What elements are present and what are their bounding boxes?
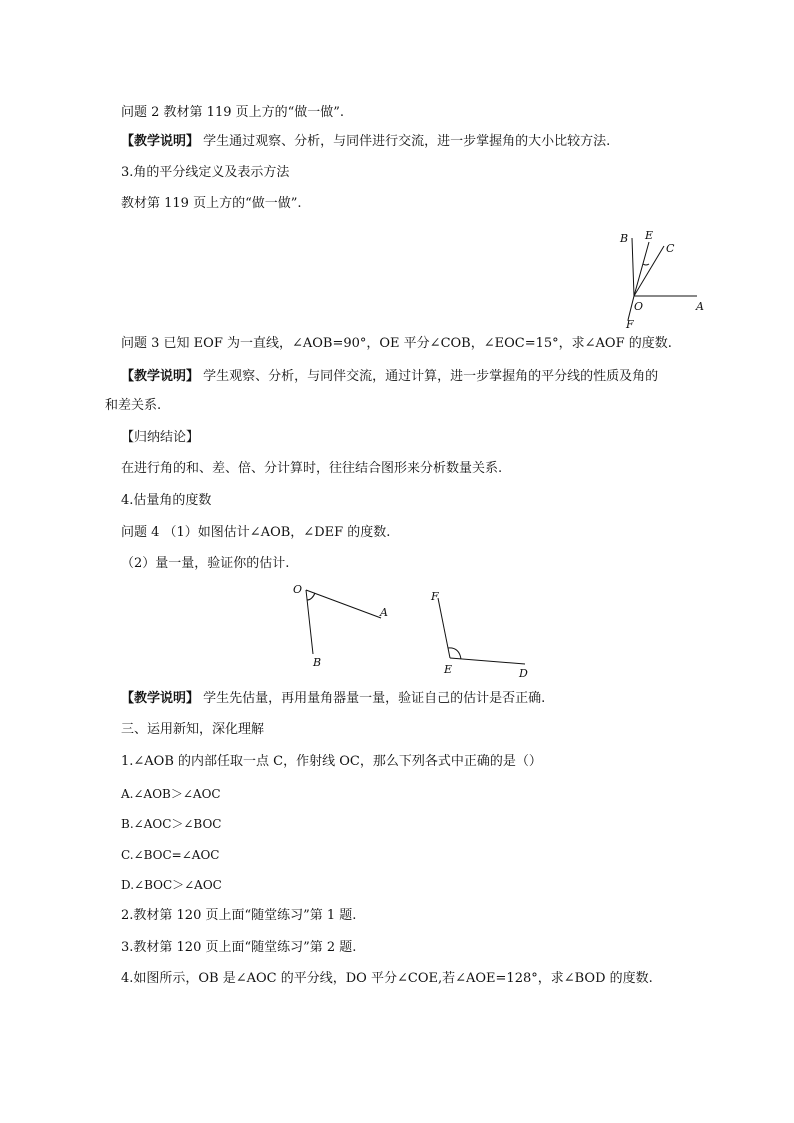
angle-figure-aob [288,578,398,673]
option-a: A.∠AOB＞∠AOC [121,787,221,801]
angle-arc-AOB [307,593,315,600]
option-b: B.∠AOC＞∠BOC [121,817,222,831]
label-B: B [313,656,322,669]
summary-text: 在进行角的和、差、倍、分计算时，往往结合图形来分析数量关系. [121,461,503,476]
label-F: F [626,318,634,331]
exercise-2: 2.教材第 120 页上面“随堂练习”第 1 题. [121,908,357,923]
section-three-heading: 三、运用新知，深化理解 [121,722,265,737]
problem-2: 问题 2 教材第 119 页上方的“做一做”. [121,105,345,120]
ray-EF [438,598,450,658]
label-O: O [634,300,644,313]
note-text: 学生通过观察、分析，与同伴进行交流，进一步掌握角的大小比较方法. [199,134,611,149]
label-A: A [380,606,388,619]
option-c: C.∠BOC=∠AOC [121,848,220,862]
problem-4-part2: （2）量一量，验证你的估计. [121,556,290,571]
note-text: 学生观察、分析，与同伴交流，通过计算，进一步掌握角的平分线的性质及角的 [199,369,659,384]
ray-OB [632,238,634,296]
exercise-3: 3.教材第 120 页上面“随堂练习”第 2 题. [121,940,357,955]
note-tag: 【教学说明】 [121,134,200,149]
label-E: E [444,663,453,676]
section-3-heading: 3.角的平分线定义及表示方法 [121,165,290,180]
label-C: C [666,242,675,255]
teaching-note-2 [121,368,658,386]
teaching-note-2-cont: 和差关系. [105,398,162,413]
angle-figure-1 [612,224,712,334]
label-F: F [431,590,439,603]
ray-OA [306,590,381,618]
label-A: A [696,300,704,313]
note-tag: 【教学说明】 [121,691,200,706]
label-B: B [620,232,629,245]
ray-OC [634,246,664,296]
ray-OE [634,242,649,296]
label-D: D [519,667,528,680]
summary-heading: 【归纳结论】 [121,430,200,445]
exercise-4: 4.如图所示，OB 是∠AOC 的平分线，DO 平分∠COE,若∠AOE=128°，求∠BOD 的度数. [121,971,653,986]
section-4-heading: 4.估量角的度数 [121,493,212,508]
option-d: D.∠BOC＞∠AOC [121,878,222,892]
label-O: O [293,583,303,596]
note-tag: 【教学说明】 [121,369,200,384]
textbook-ref: 教材第 119 页上方的“做一做”. [121,196,302,211]
angle-arc-EOC [643,264,649,265]
problem-3: 问题 3 已知 EOF 为一直线，∠AOB=90°，OE 平分∠COB，∠EOC=15°，求∠AOF 的度数. [121,336,672,351]
exercise-1: 1.∠AOB 的内部任取一点 C，作射线 OC，那么下列各式中正确的是（） [121,754,542,769]
angle-figure-def [425,585,535,680]
teaching-note-3 [121,690,545,708]
note-text: 学生先估量，再用量角器量一量，验证自己的估计是否正确. [199,691,546,706]
label-E: E [645,229,654,242]
problem-4-part1: 问题 4 （1）如图估计∠AOB，∠DEF 的度数. [121,525,391,540]
teaching-note-1 [121,133,610,151]
